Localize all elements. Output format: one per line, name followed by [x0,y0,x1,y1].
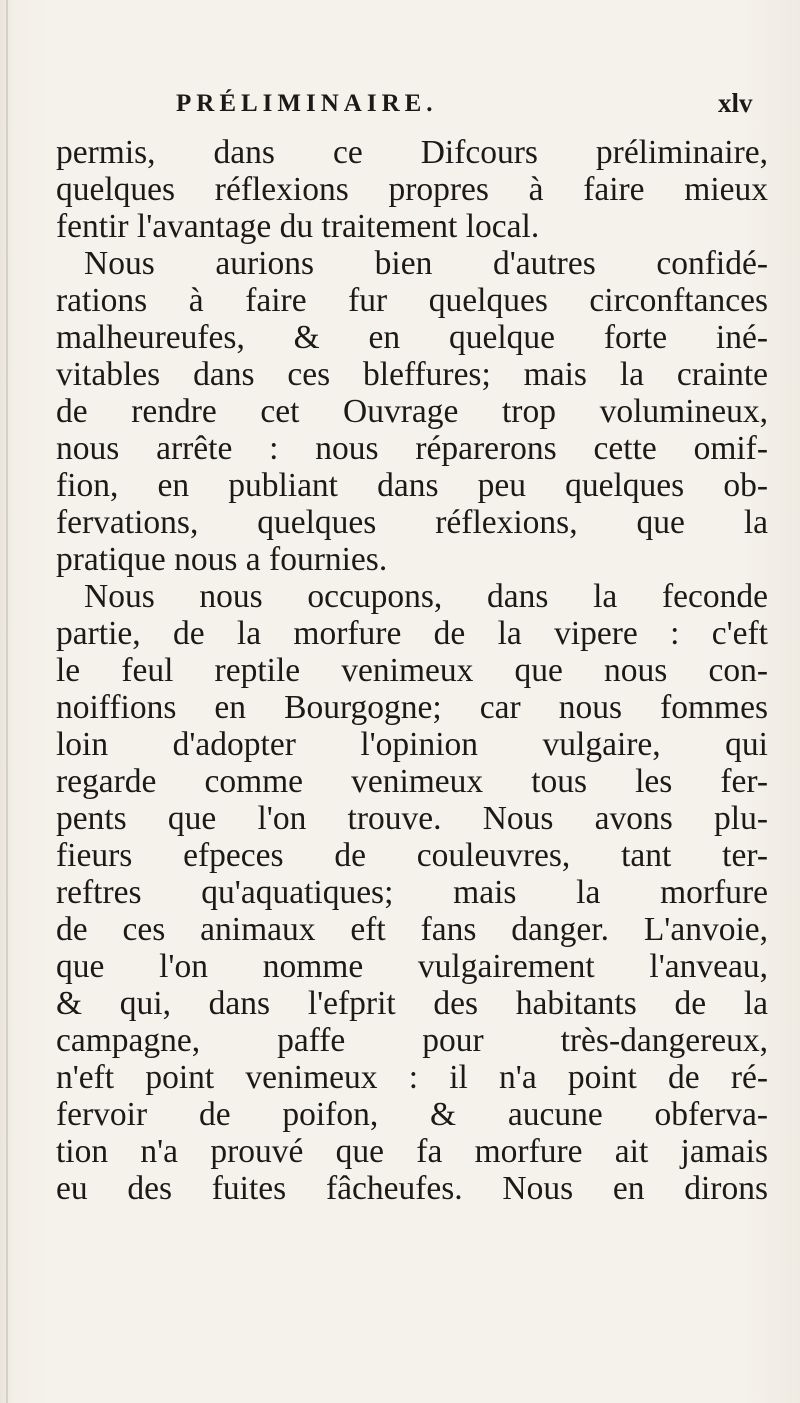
text-line: quelques réflexions propres à faire mieux [56,171,768,208]
text-line: le feul reptile venimeux que nous con- [56,652,768,689]
text-line: tion n'a prouvé que fa morfure ait jamais [56,1133,768,1170]
page-number: xlv [718,88,753,118]
text-line: que l'on nomme vulgairement l'anveau, [56,948,768,985]
page-gutter-edge [6,0,8,1403]
text-line: pents que l'on trouve. Nous avons plu- [56,800,768,837]
text-line: fion, en publiant dans peu quelques ob- [56,467,768,504]
text-line: pratique nous a fournies. [56,541,388,578]
paragraph-start-line: Nous nous occupons, dans la feconde [84,578,768,615]
text-line: malheureufes, & en quelque forte iné- [56,319,768,356]
text-line: fervations, quelques réflexions, que la [56,504,768,541]
text-line: fentir l'avantage du traitement local. [56,208,540,245]
text-line: nous arrête : nous réparerons cette omif- [56,430,768,467]
text-line: regarde comme venimeux tous les fer- [56,763,768,800]
paragraph-start-line: Nous aurions bien d'autres confidé- [84,245,768,282]
text-line: campagne, paffe pour très-dangereux, [56,1022,768,1059]
text-line: vitables dans ces bleffures; mais la crainte [56,356,768,393]
body-text [56,134,768,1207]
page-header [0,86,800,126]
text-line: de ces animaux eft fans danger. L'anvoie, [56,911,768,948]
text-line: noiffions en Bourgogne; car nous fommes [56,689,768,726]
text-line: loin d'adopter l'opinion vulgaire, qui [56,726,768,763]
running-head: PRÉLIMINAIRE. [176,90,438,117]
text-line: eu des fuites fâcheufes. Nous en dirons [56,1170,768,1207]
text-line: fieurs efpeces de couleuvres, tant ter- [56,837,768,874]
text-line: rations à faire fur quelques circonftances [56,282,768,319]
text-line: de rendre cet Ouvrage trop volumineux, [56,393,768,430]
text-line: n'eft point venimeux : il n'a point de ré- [56,1059,768,1096]
text-line: partie, de la morfure de la vipere : c'eft [56,615,768,652]
text-line: fervoir de poifon, & aucune obferva- [56,1096,768,1133]
text-line: & qui, dans l'efprit des habitants de la [56,985,768,1022]
text-line: permis, dans ce Difcours préliminaire, [56,134,768,171]
text-line: reftres qu'aquatiques; mais la morfure [56,874,768,911]
